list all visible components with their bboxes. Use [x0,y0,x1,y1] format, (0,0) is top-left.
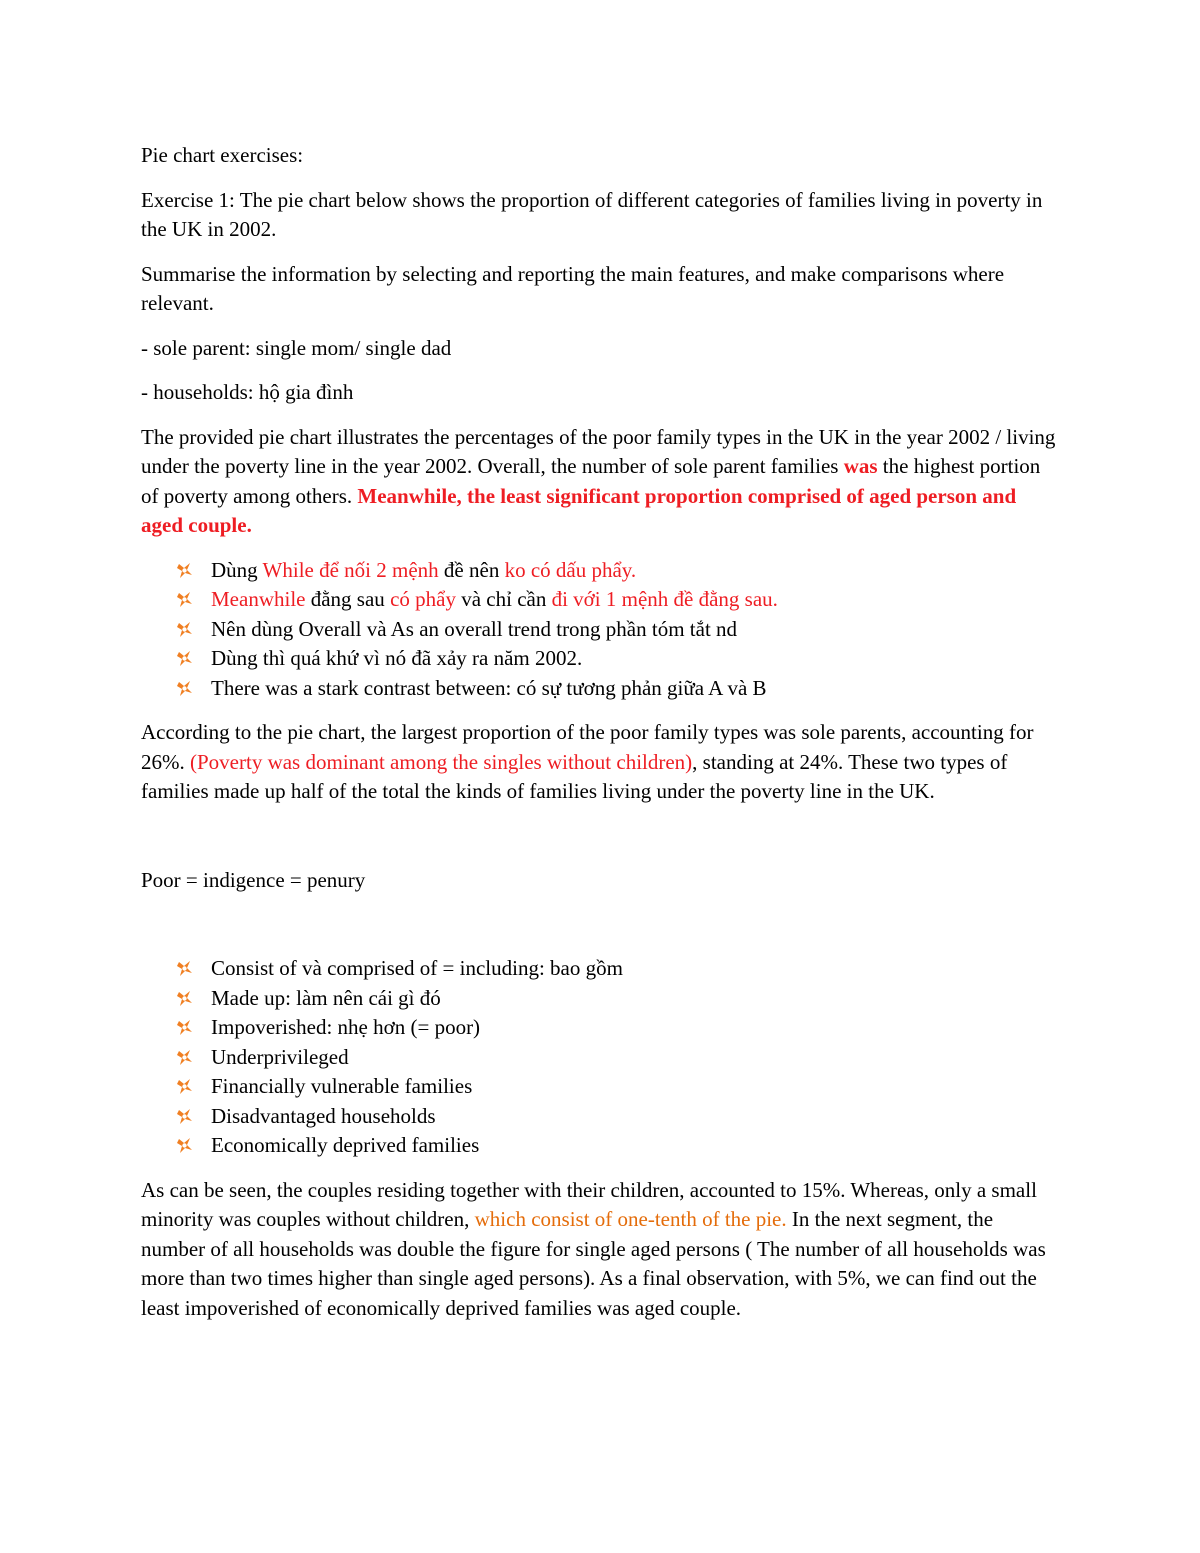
star-bullet-icon [176,562,193,579]
blank-line [141,910,1061,954]
list-item: There was a stark contrast between: có sự tương phản giữa A và B [141,674,1061,704]
body-paragraph-2: As can be seen, the couples residing together with their children, accounted to 15%. Whereas, only a small minority was couples without children, which consist of one-tenth of the pie. In the next segment, the number of all households was double the figure for single aged persons ( The number of all households was more than two times higher than single aged persons). As a final observation, with 5%, we can find out the least impoverished of economically deprived families was aged couple. [141,1177,1046,1320]
star-bullet-icon [176,1019,193,1036]
list-item: Impoverished: nhẹ hơn (= poor) [141,1013,1061,1043]
star-bullet-icon [176,990,193,1007]
list-item: Underprivileged [141,1043,1061,1073]
star-bullet-icon [176,1108,193,1125]
grammar-notes-list [141,556,1061,704]
star-bullet-icon [176,1078,193,1095]
blank-line [141,822,1061,866]
list-item: Financially vulnerable families [141,1072,1061,1102]
star-bullet-icon [176,1049,193,1066]
list-item: Dùng While để nối 2 mệnh đề nên ko có dấu phẩy. [141,556,1061,586]
star-bullet-icon [176,591,193,608]
list-item: Consist of và comprised of = including: bao gồm [141,954,1061,984]
document-body [141,141,1061,1338]
vocab-list [141,954,1061,1161]
list-item: Economically deprived families [141,1131,1061,1161]
synonym-line: Poor = indigence = penury [141,867,366,892]
body-paragraph-1: According to the pie chart, the largest proportion of the poor family types was sole parents, accounting for 26%. (Poverty was dominant among the singles without children), standing at 24%. These two types of families made up half of the total the kinds of families living under the poverty line in the UK. [141,720,1034,803]
exercise-prompt: Exercise 1: The pie chart below shows the proportion of different categories of families living in poverty in the UK in 2002. [141,187,1043,241]
list-item: Dùng thì quá khứ vì nó đã xảy ra năm 2002. [141,644,1061,674]
star-bullet-icon [176,650,193,667]
task-instruction: Summarise the information by selecting and reporting the main features, and make comparisons where relevant. [141,261,1005,315]
highlight-meanwhile: Meanwhile, the least significant proportion comprised of aged person and aged couple. [141,483,1017,537]
list-item: Made up: làm nên cái gì đó [141,984,1061,1014]
vocab-note-households: - households: hộ gia đình [141,380,354,404]
star-bullet-icon [176,680,193,697]
star-bullet-icon [176,621,193,638]
highlight-was: was [843,454,878,478]
vocab-note-sole-parent: - sole parent: single mom/ single dad [141,335,452,360]
star-bullet-icon [176,1137,193,1154]
highlight-poverty-singles: (Poverty was dominant among the singles without children) [190,749,693,774]
list-item: Meanwhile đằng sau có phẩy và chỉ cần đi với 1 mệnh đề đằng sau. [141,585,1061,615]
list-item: Disadvantaged households [141,1102,1061,1132]
doc-title: Pie chart exercises: [141,143,304,167]
list-item: Nên dùng Overall và As an overall trend trong phần tóm tắt nd [141,615,1061,645]
star-bullet-icon [176,960,193,977]
intro-paragraph: The provided pie chart illustrates the percentages of the poor family types in the UK in the year 2002 / living under the poverty line in the year 2002. Overall, the number of sole parent families was the highest portion of poverty among others. Meanwhile, the least significant proportion comprised of aged person and aged couple. [141,424,1056,537]
highlight-one-tenth: which consist of one-tenth of the pie. [474,1207,787,1231]
